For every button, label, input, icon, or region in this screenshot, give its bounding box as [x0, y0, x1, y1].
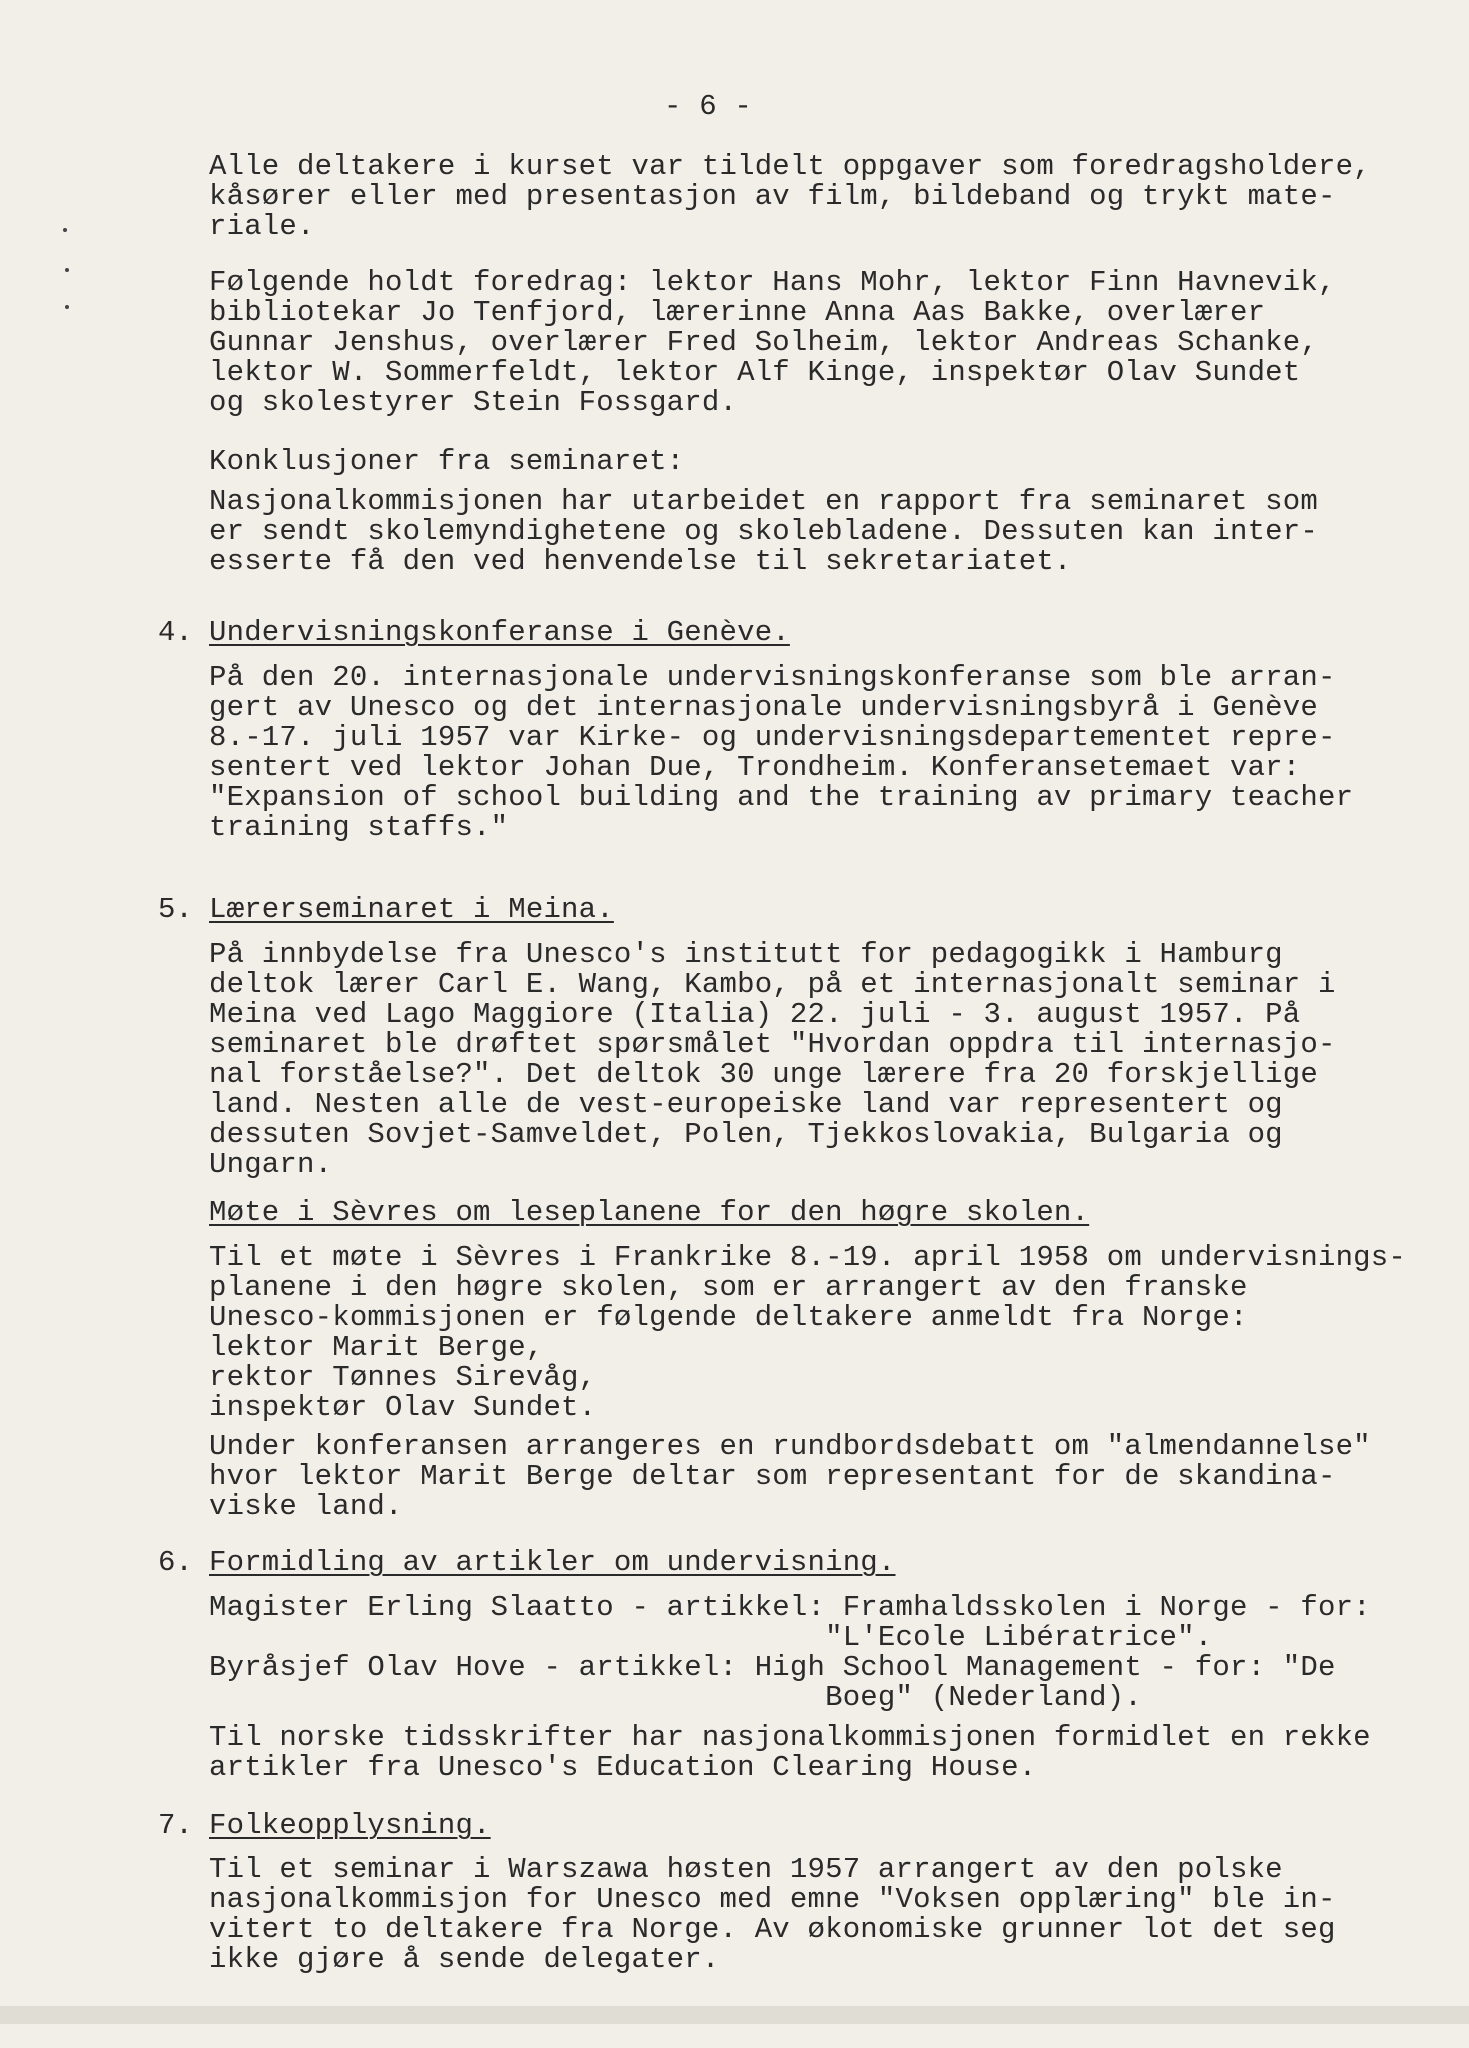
text-line: Alle deltakere i kurset var tildelt oppgaver som foredragsholdere,	[209, 150, 1371, 183]
text-line: artikler fra Unesco's Education Clearing House.	[209, 1751, 1037, 1784]
section-5-heading: Lærerseminaret i Meina.	[209, 893, 614, 926]
text-line: hvor lektor Marit Berge deltar som representant for de skandina-	[209, 1460, 1336, 1493]
text-line: seminaret ble drøftet spørsmålet "Hvordan oppdra til internasjo-	[209, 1028, 1336, 1061]
text-line: gert av Unesco og det internasjonale undervisningsbyrå i Genève	[209, 691, 1318, 724]
text-line: Til et seminar i Warszawa høsten 1957 arrangert av den polske	[209, 1853, 1283, 1886]
text-line: viske land.	[209, 1490, 403, 1523]
article-line: Magister Erling Slaatto - artikkel: Framhaldsskolen i Norge - for:	[209, 1591, 1371, 1624]
text-line: 8.-17. juli 1957 var Kirke- og undervisningsdepartementet repre-	[209, 721, 1336, 754]
text-line: Følgende holdt foredrag: lektor Hans Mohr, lektor Finn Havnevik,	[209, 266, 1336, 299]
conclusions-heading: Konklusjoner fra seminaret:	[209, 445, 685, 478]
section-5-number: 5.	[158, 893, 193, 926]
margin-mark	[65, 268, 69, 272]
text-line: rektor Tønnes Sirevåg,	[209, 1361, 597, 1394]
section-6-heading: Formidling av artikler om undervisning.	[209, 1546, 896, 1579]
section-7-number: 7.	[158, 1809, 193, 1842]
text-line: training staffs."	[209, 811, 509, 844]
article-line: "L'Ecole Libératrice".	[209, 1621, 1213, 1654]
text-line: deltok lærer Carl E. Wang, Kambo, på et internasjonalt seminar i	[209, 968, 1336, 1001]
text-line: sentert ved lektor Johan Due, Trondheim. Konferansetemaet var:	[209, 751, 1301, 784]
text-line: nasjonalkommisjon for Unesco med emne "Voksen opplæring" ble in-	[209, 1883, 1336, 1916]
text-line: vitert to deltakere fra Norge. Av økonomiske grunner lot det seg	[209, 1913, 1336, 1946]
text-line: "Expansion of school building and the training av primary teacher	[209, 781, 1354, 814]
text-line: Meina ved Lago Maggiore (Italia) 22. juli - 3. august 1957. På	[209, 998, 1301, 1031]
text-line: nal forståelse?". Det deltok 30 unge lærere fra 20 forskjellige	[209, 1058, 1318, 1091]
text-line: og skolestyrer Stein Fossgard.	[209, 386, 738, 419]
text-line: Til norske tidsskrifter har nasjonalkommisjonen formidlet en rekke	[209, 1721, 1371, 1754]
text-line: er sendt skolemyndighetene og skolebladene. Dessuten kan inter-	[209, 515, 1318, 548]
margin-mark	[63, 228, 67, 232]
text-line: planene i den høgre skolen, som er arrangert av den franske	[209, 1271, 1248, 1304]
section-4-heading: Undervisningskonferanse i Genève.	[209, 616, 790, 649]
margin-mark	[65, 305, 69, 309]
text-line: Unesco-kommisjonen er følgende deltakere anmeldt fra Norge:	[209, 1301, 1248, 1334]
text-line: På innbydelse fra Unesco's institutt for pedagogikk i Hamburg	[209, 938, 1283, 971]
text-line: lektor W. Sommerfeldt, lektor Alf Kinge, inspektør Olav Sundet	[209, 356, 1301, 389]
text-line: esserte få den ved henvendelse til sekretariatet.	[209, 545, 1072, 578]
section-7-heading: Folkeopplysning.	[209, 1809, 491, 1842]
text-line: riale.	[209, 210, 315, 243]
section-6-number: 6.	[158, 1546, 193, 1579]
text-line: Under konferansen arrangeres en rundbordsdebatt om "almendannelse"	[209, 1430, 1371, 1463]
text-line: Gunnar Jenshus, overlærer Fred Solheim, lektor Andreas Schanke,	[209, 326, 1318, 359]
article-line: Byråsjef Olav Hove - artikkel: High School Management - for: "De	[209, 1651, 1336, 1684]
text-line: kåsører eller med presentasjon av film, bildeband og trykt mate-	[209, 180, 1336, 213]
text-line: inspektør Olav Sundet.	[209, 1391, 597, 1424]
text-line: ikke gjøre å sende delegater.	[209, 1943, 720, 1976]
article-line: Boeg" (Nederland).	[209, 1681, 1142, 1714]
text-line: land. Nesten alle de vest-europeiske land var representert og	[209, 1088, 1283, 1121]
text-line: bibliotekar Jo Tenfjord, lærerinne Anna Aas Bakke, overlærer	[209, 296, 1266, 329]
text-line: På den 20. internasjonale undervisningskonferanse som ble arran-	[209, 661, 1336, 694]
text-line: dessuten Sovjet-Samveldet, Polen, Tjekkoslovakia, Bulgaria og	[209, 1118, 1283, 1151]
section-4-number: 4.	[158, 616, 193, 649]
text-line: lektor Marit Berge,	[209, 1331, 544, 1364]
text-line: Til et møte i Sèvres i Frankrike 8.-19. april 1958 om undervisnings-	[209, 1241, 1406, 1274]
page-number: - 6 -	[664, 90, 753, 123]
text-line: Nasjonalkommisjonen har utarbeidet en rapport fra seminaret som	[209, 485, 1318, 518]
text-line: Ungarn.	[209, 1148, 333, 1181]
sevres-heading: Møte i Sèvres om leseplanene for den høgre skolen.	[209, 1196, 1090, 1229]
page-bottom-edge	[0, 2006, 1469, 2024]
